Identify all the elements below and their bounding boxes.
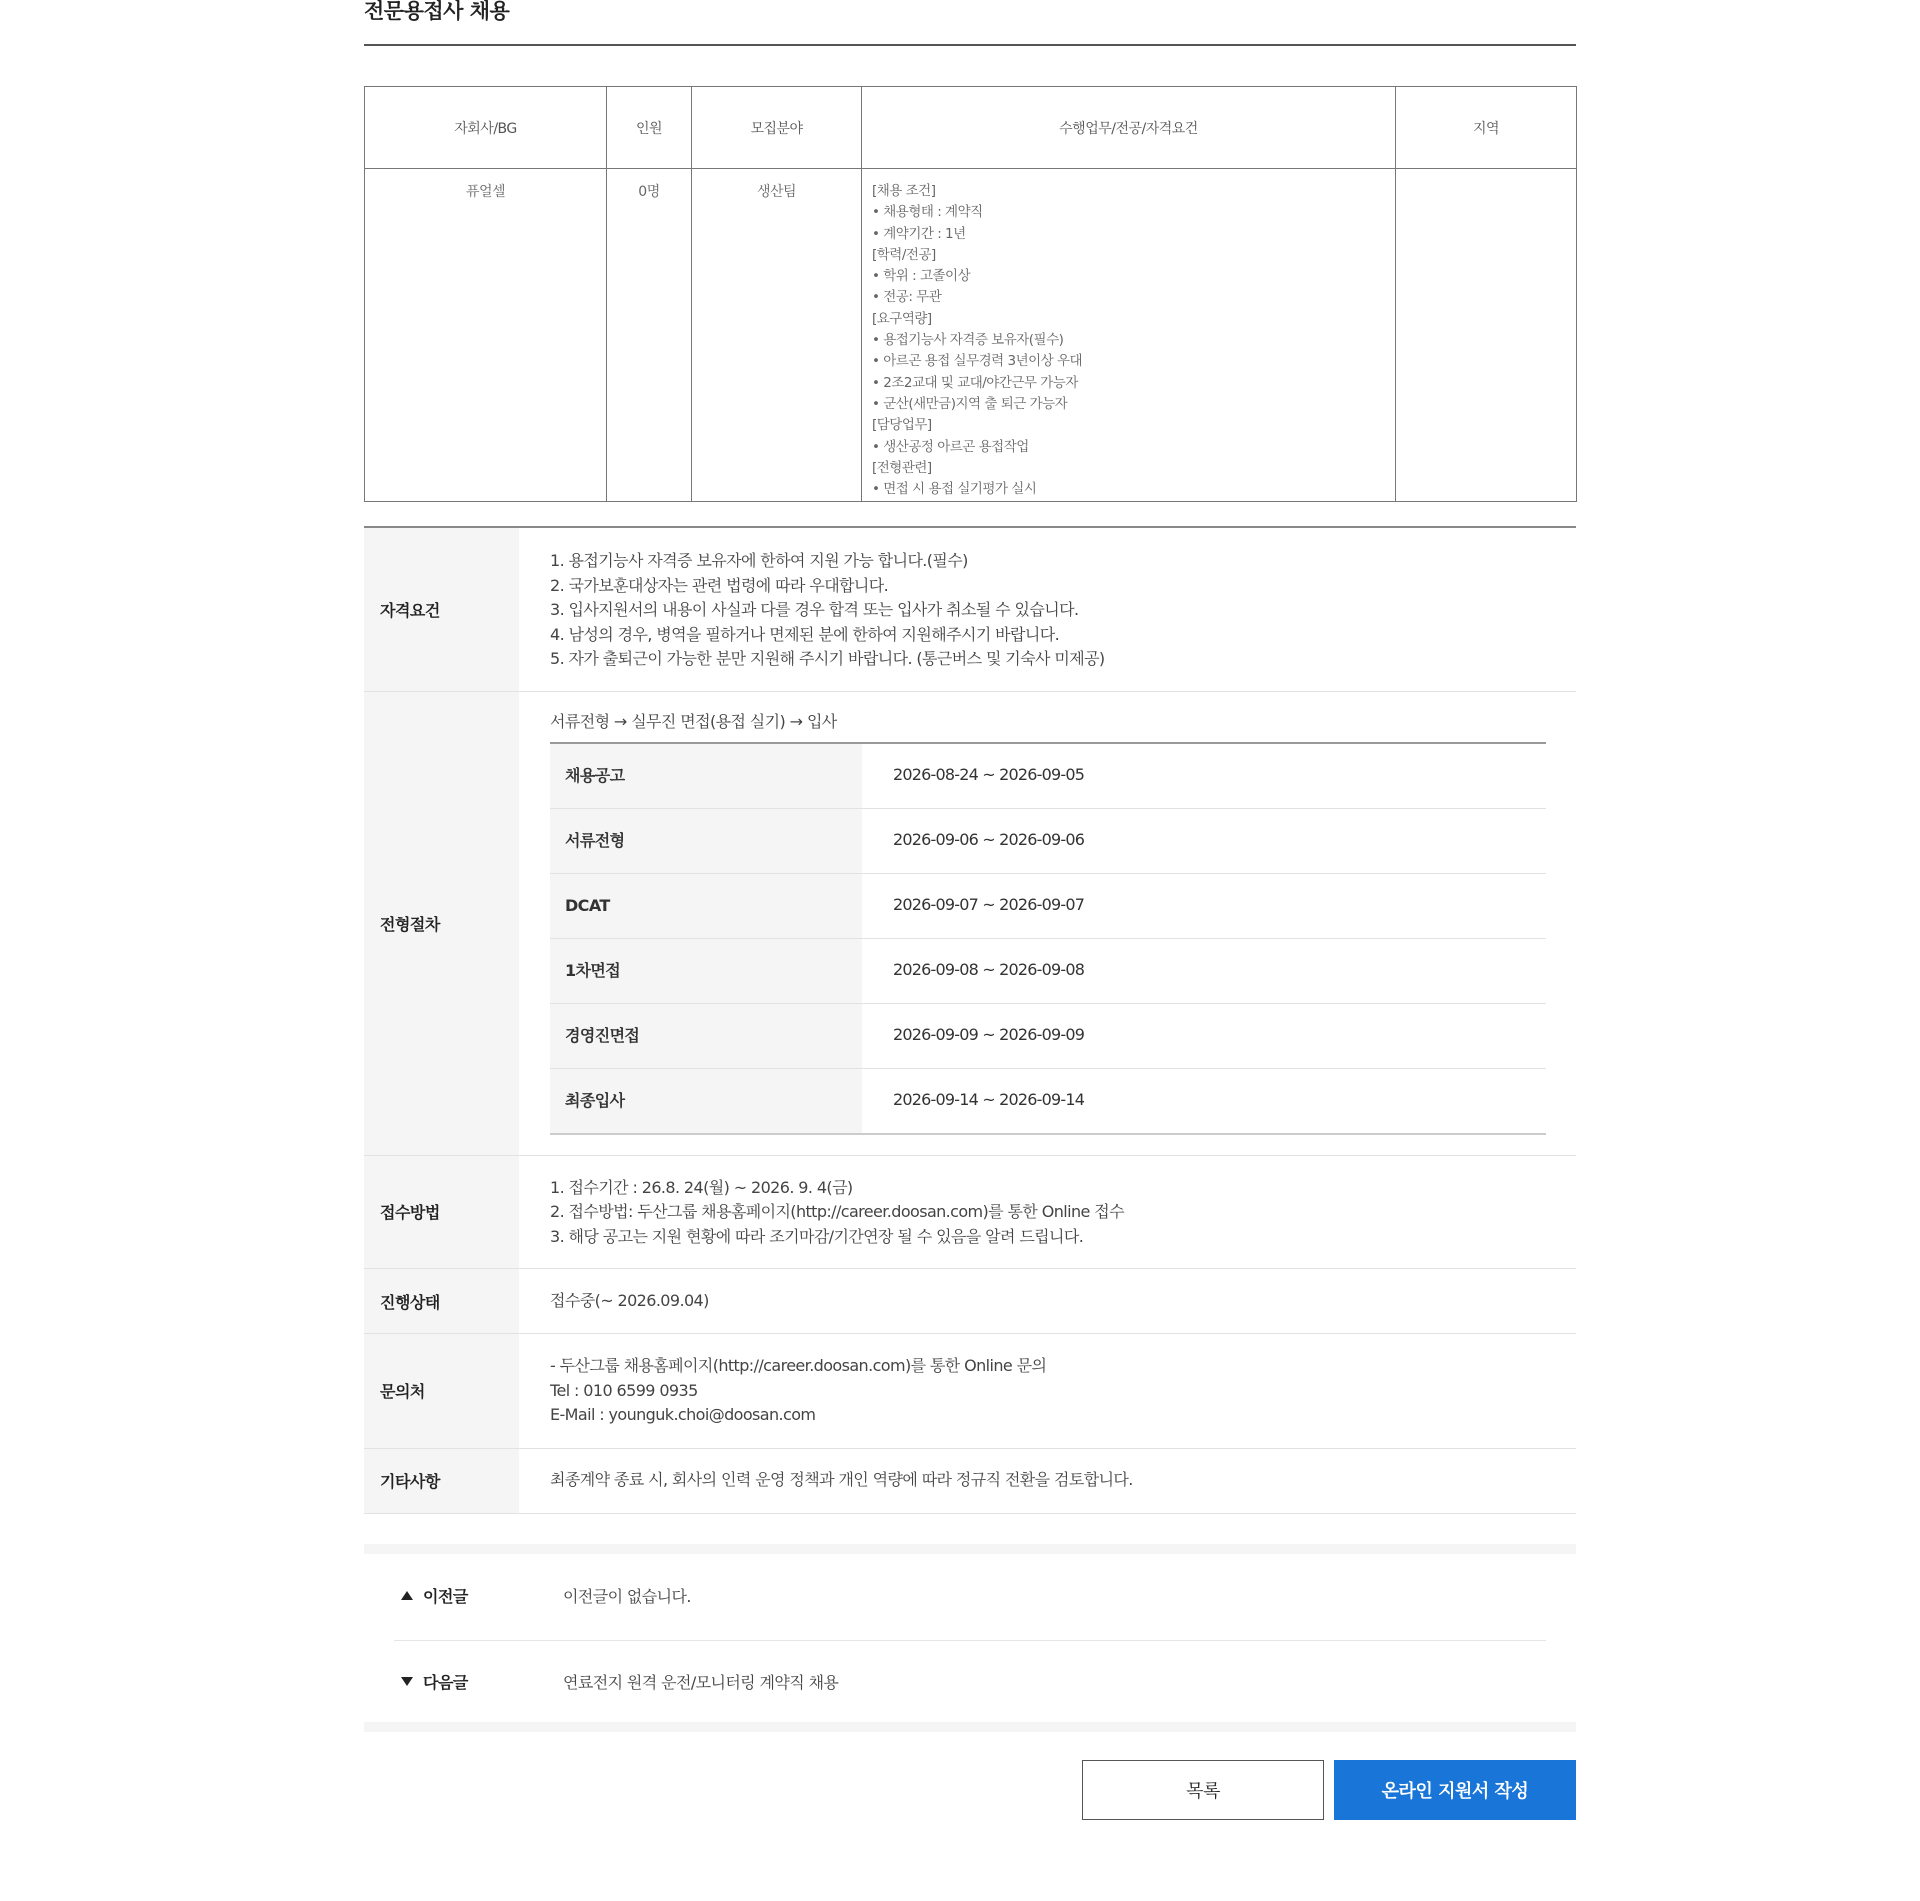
- info-table: [364, 526, 1576, 1514]
- step-period: 2026-09-07 ~ 2026-09-07: [862, 874, 1546, 939]
- step-name: DCAT: [550, 874, 862, 939]
- header-company: 자회사/BG: [365, 87, 607, 169]
- apply-method-row: [364, 1155, 1576, 1269]
- step-name: 경영진면접: [550, 1004, 862, 1069]
- duty-line: • 용접기능사 자격증 보유자(필수): [872, 332, 1064, 349]
- page-title: 전문용접사 채용: [364, 0, 1576, 46]
- prev-post-label: [401, 1554, 468, 1640]
- prev-post-text: 이전글이 없습니다.: [563, 1587, 691, 1606]
- process-step-row: [550, 809, 1546, 874]
- process-content: [519, 691, 1576, 1155]
- apply-line: 3. 해당 공고는 지원 현황에 따라 조기마감/기간연장 될 수 있음을 알려 드립니다.: [550, 1226, 1084, 1246]
- duty-line: • 2조2교대 및 교대/야간근무 가능자: [872, 374, 1078, 391]
- qualification-line: 1. 용접기능사 자격증 보유자에 한하여 지원 가능 합니다.(필수): [550, 551, 968, 570]
- apply-method-content: [519, 1155, 1576, 1269]
- step-name: 1차면접: [550, 939, 862, 1004]
- etc-label: 기타사항: [364, 1448, 519, 1513]
- arrow-up-icon: [401, 1591, 413, 1600]
- duty-line: • 학위 : 고졸이상: [872, 268, 971, 285]
- summary-table: [364, 86, 1577, 502]
- qualification-line: 4. 남성의 경우, 병역을 필하거나 면제된 분에 한하여 지원해주시기 바랍니다.: [550, 624, 1060, 644]
- field-cell: 생산팀: [692, 169, 862, 502]
- step-name: 서류전형: [550, 809, 862, 874]
- region-cell: [1396, 169, 1577, 502]
- step-name: 채용공고: [550, 744, 862, 809]
- qualification-label: 자격요건: [364, 527, 519, 691]
- process-flow: 서류전형 → 실무진 면접(용접 실기) → 입사: [550, 711, 1546, 744]
- header-field: 모집분야: [692, 87, 862, 169]
- apply-line: 2. 접수방법: 두산그룹 채용홈페이지(http://career.doosan.com)를 통한 Online 접수: [550, 1202, 1124, 1221]
- qualification-content: [519, 527, 1576, 691]
- duty-line: • 계약기간 : 1년: [872, 225, 966, 242]
- process-step-row: [550, 1069, 1546, 1134]
- process-row: [364, 691, 1576, 1155]
- apply-online-button[interactable]: 온라인 지원서 작성: [1334, 1760, 1576, 1820]
- process-step-row: [550, 744, 1546, 809]
- duty-line: [요구역량]: [872, 310, 932, 327]
- summary-header-row: [365, 87, 1577, 169]
- prev-label-text: 이전글: [423, 1587, 468, 1606]
- duty-line: • 아르곤 용접 실무경력 3년이상 우대: [872, 353, 1083, 370]
- step-period: 2026-09-06 ~ 2026-09-06: [862, 809, 1546, 874]
- next-post-link[interactable]: 연료전지 원격 운전/모니터링 계약직 채용: [563, 1673, 839, 1692]
- next-post-label: [401, 1640, 468, 1726]
- status-value: 접수중(~ 2026.09.04): [519, 1269, 1576, 1334]
- header-headcount: 인원: [607, 87, 692, 169]
- process-label: 전형절차: [364, 691, 519, 1155]
- qualification-line: 2. 국가보훈대상자는 관련 법령에 따라 우대합니다.: [550, 575, 889, 595]
- header-region: 지역: [1396, 87, 1577, 169]
- prev-post: [394, 1554, 1546, 1641]
- header-duties: 수행업무/전공/자격요건: [862, 87, 1396, 169]
- step-period: 2026-09-14 ~ 2026-09-14: [862, 1069, 1546, 1134]
- next-label-text: 다음글: [423, 1673, 468, 1692]
- list-button[interactable]: 목록: [1082, 1760, 1324, 1820]
- next-post[interactable]: [394, 1640, 1546, 1726]
- contact-line: Tel : 010 6599 0935: [550, 1380, 698, 1400]
- process-step-row: [550, 1004, 1546, 1069]
- job-detail: [364, 0, 1576, 1802]
- duty-line: • 면접 시 용접 실기평가 실시: [872, 481, 1037, 498]
- contact-line: E-Mail : younguk.choi@doosan.com: [550, 1405, 816, 1424]
- process-step-row: [550, 874, 1546, 939]
- process-steps-table: [550, 744, 1546, 1135]
- status-label: 진행상태: [364, 1269, 519, 1334]
- duty-line: • 군산(새만금)지역 출 퇴근 가능자: [872, 395, 1068, 412]
- duty-line: [담당업무]: [872, 417, 932, 434]
- apply-line: 1. 접수기간 : 26.8. 24(월) ~ 2026. 9. 4(금): [550, 1177, 853, 1197]
- post-navigation: [364, 1544, 1576, 1732]
- contact-row: [364, 1334, 1576, 1449]
- contact-label: 문의처: [364, 1334, 519, 1449]
- duty-line: • 생산공정 아르곤 용접작업: [872, 438, 1029, 455]
- qualification-line: 3. 입사지원서의 내용이 사실과 다를 경우 합격 또는 입사가 취소될 수 있습니다.: [550, 600, 1079, 619]
- qualification-row: [364, 527, 1576, 691]
- step-period: 2026-09-08 ~ 2026-09-08: [862, 939, 1546, 1004]
- status-row: [364, 1269, 1576, 1334]
- headcount-cell: 0명: [607, 169, 692, 502]
- duties-cell: [862, 169, 1396, 502]
- arrow-down-icon: [401, 1677, 413, 1686]
- step-period: 2026-09-09 ~ 2026-09-09: [862, 1004, 1546, 1069]
- summary-row: [365, 169, 1577, 502]
- step-name: 최종입사: [550, 1069, 862, 1134]
- step-period: 2026-08-24 ~ 2026-09-05: [862, 744, 1546, 809]
- contact-content: [519, 1334, 1576, 1449]
- etc-value: 최종계약 종료 시, 회사의 인력 운영 정책과 개인 역량에 따라 정규직 전환을 검토합니다.: [519, 1448, 1576, 1513]
- duty-line: • 채용형태 : 계약직: [872, 204, 983, 221]
- etc-row: [364, 1448, 1576, 1513]
- duty-line: [학력/전공]: [872, 246, 936, 263]
- qualification-line: 5. 자가 출퇴근이 가능한 분만 지원해 주시기 바랍니다. (통근버스 및 기숙사 미제공): [550, 649, 1105, 668]
- company-cell: 퓨얼셀: [365, 169, 607, 502]
- contact-line: - 두산그룹 채용홈페이지(http://career.doosan.com)를 통한 Online 문의: [550, 1356, 1047, 1375]
- apply-method-label: 접수방법: [364, 1155, 519, 1269]
- duty-line: • 전공: 무관: [872, 289, 942, 306]
- process-step-row: [550, 939, 1546, 1004]
- duty-line: [채용 조건]: [872, 183, 936, 199]
- duty-line: [전형관련]: [872, 459, 932, 476]
